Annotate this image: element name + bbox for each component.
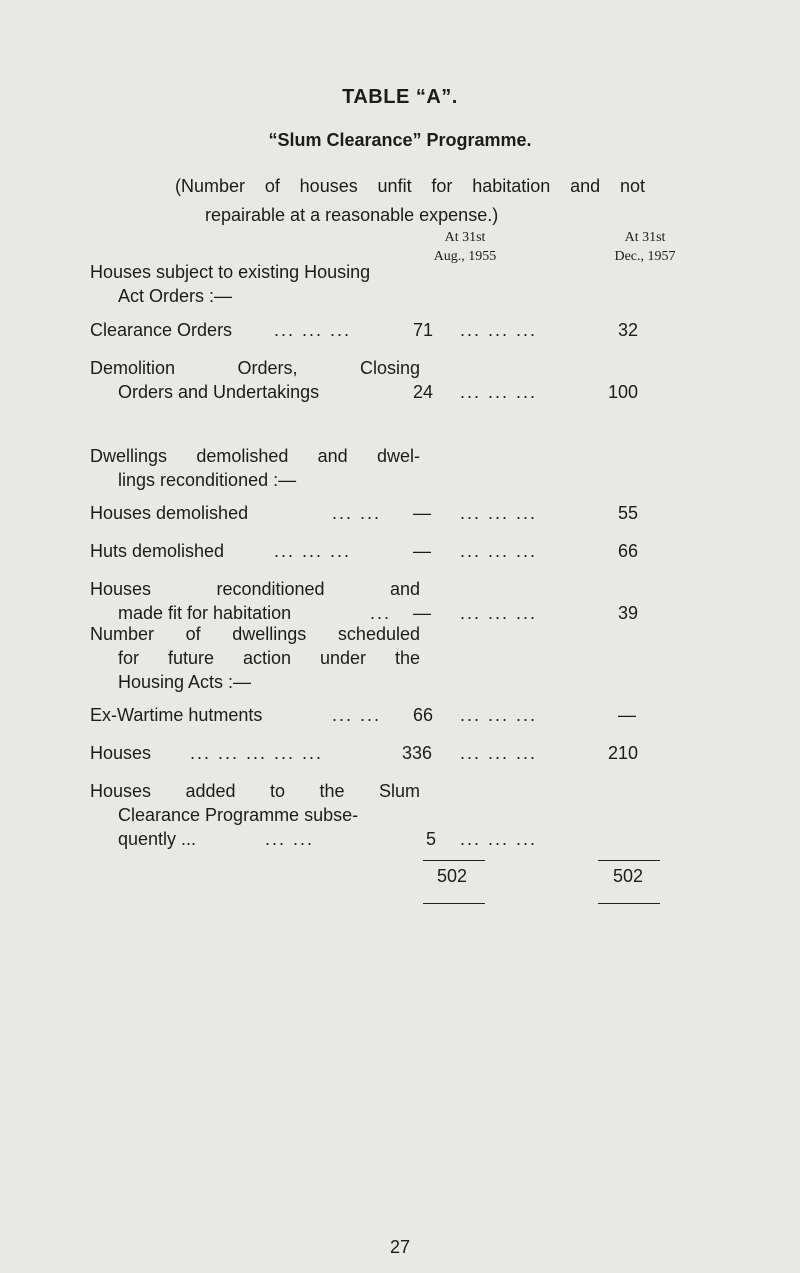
row-label: Orders and Undertakings (118, 382, 320, 402)
section-heading-line: for future action under the (118, 648, 420, 668)
row-label: Demolition Orders, Closing (90, 358, 420, 378)
leader-dots: ... ... (332, 705, 382, 725)
leader-dots: ... ... (332, 503, 382, 523)
total-rule-bottom-1955 (423, 903, 485, 904)
table-subtitle: “Slum Clearance” Programme. (268, 130, 532, 150)
value-1955: 5 (426, 829, 437, 849)
leader-dots: ... ... ... (460, 541, 538, 561)
leader-dots: ... ... ... (274, 541, 352, 561)
section-heading-line: Houses subject to existing Housing (90, 262, 371, 282)
leader-dots: ... ... ... (460, 382, 538, 402)
value-1955: 71 (413, 320, 434, 340)
leader-dots: ... ... ... ... ... (190, 743, 324, 763)
value-1957: 32 (618, 320, 639, 340)
section-heading-line: lings reconditioned :— (118, 470, 297, 490)
leader-dots: ... (370, 603, 392, 623)
total-1957: 502 (613, 866, 644, 886)
column-header-aug-1955 (385, 228, 545, 266)
section-heading-line: Act Orders :— (118, 286, 233, 306)
row-label: Ex-Wartime hutments (90, 705, 263, 725)
value-1955: 24 (413, 382, 434, 402)
leader-dots: ... ... ... (460, 705, 538, 725)
section-heading-line: Housing Acts :— (118, 672, 252, 692)
table-title: TABLE “A”. (342, 86, 458, 108)
leader-dots: ... ... ... (460, 829, 538, 849)
column-header-line: Dec., 1957 (614, 249, 676, 264)
column-header-line: At 31st (444, 230, 486, 245)
value-1955: 66 (413, 705, 434, 725)
row-label: Houses reconditioned and (90, 579, 420, 599)
total-rule-top-1957 (598, 860, 660, 861)
value-1957: 39 (618, 603, 639, 623)
row-label: quently ... (118, 829, 197, 849)
row-label: Houses added to the Slum (90, 781, 420, 801)
value-1955: 336 (402, 743, 433, 763)
section-heading-line: Number of dwellings scheduled (90, 624, 420, 644)
column-header-dec-1957 (565, 228, 725, 266)
leader-dots: ... ... ... (460, 320, 538, 340)
row-label: made fit for habitation (118, 603, 292, 623)
leader-dots: ... ... ... (460, 503, 538, 523)
value-1957: 210 (608, 743, 639, 763)
row-label: Houses (90, 743, 152, 763)
page-number: 27 (389, 1237, 411, 1257)
total-rule-bottom-1957 (598, 903, 660, 904)
total-rule-top-1955 (423, 860, 485, 861)
value-1955: — (413, 541, 431, 561)
total-1955: 502 (437, 866, 468, 886)
value-1957: — (618, 705, 636, 725)
row-label: Houses demolished (90, 503, 249, 523)
value-1957: 55 (618, 503, 639, 523)
leader-dots: ... ... ... (274, 320, 352, 340)
value-1957: 66 (618, 541, 639, 561)
section-heading-line: Dwellings demolished and dwel- (90, 446, 420, 466)
leader-dots: ... ... ... (460, 743, 538, 763)
value-1957: 100 (608, 382, 639, 402)
column-header-line: Aug., 1955 (433, 249, 497, 264)
intro-line-2: repairable at a reasonable expense.) (205, 205, 499, 225)
intro-line-1: (Number of houses unfit for habitation and not (175, 176, 645, 196)
leader-dots: ... ... ... (460, 603, 538, 623)
row-label: Clearance Orders (90, 320, 233, 340)
value-1955: — (413, 603, 431, 623)
value-1955: — (413, 503, 431, 523)
row-label: Huts demolished (90, 541, 225, 561)
leader-dots: ... ... (265, 829, 315, 849)
column-header-line: At 31st (624, 230, 666, 245)
row-label: Clearance Programme subse- (118, 805, 359, 825)
intro-paragraph (175, 172, 645, 230)
